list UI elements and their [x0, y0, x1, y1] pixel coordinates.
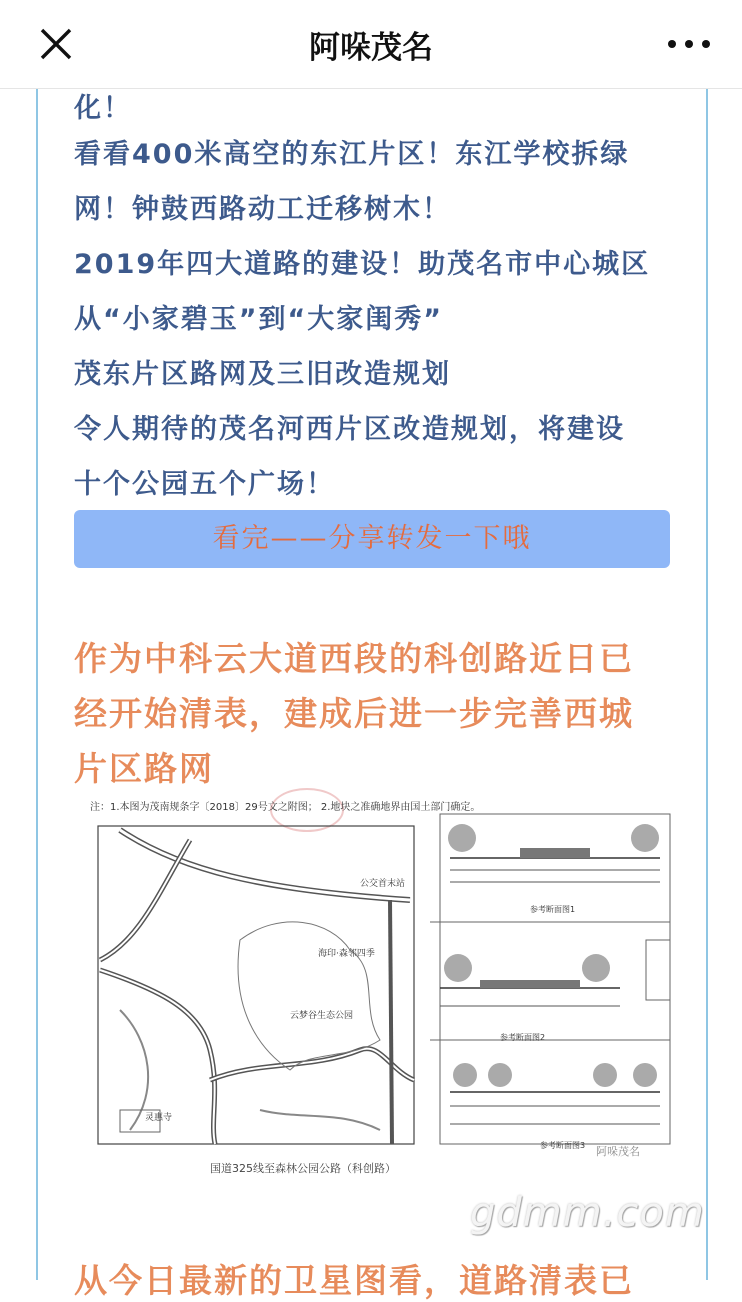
article-link-line[interactable]: 茂东片区路网及三旧改造规划	[74, 359, 451, 390]
headline-line: 经开始清表，建成后进一步完善西城	[74, 694, 634, 733]
figure-caption: 国道325线至森林公园公路（科创路）	[210, 1162, 396, 1175]
article-link-line[interactable]: 从“小家碧玉”到“大家闺秀”	[74, 304, 443, 335]
section-label: 参考断面图1	[530, 905, 576, 914]
page-title: 阿哚茂名	[309, 30, 433, 66]
map-label: 云梦谷生态公园	[290, 1011, 354, 1021]
headline-line: 片区路网	[74, 749, 214, 788]
map-label: 灵惠寺	[145, 1113, 173, 1123]
article-link-line[interactable]: 令人期待的茂名河西片区改造规划，将建设	[74, 414, 625, 445]
map-label: 公交首末站	[360, 879, 406, 889]
article-panel	[36, 88, 708, 1300]
map-label: 海印·森邻四季	[318, 949, 375, 959]
article-link-line[interactable]: 2019年四大道路的建设！助茂名市中心城区	[74, 249, 651, 280]
article-link-line[interactable]: 网！钟鼓西路动工迁移树木！	[74, 194, 451, 225]
section-label: 参考断面图2	[500, 1033, 546, 1042]
section-label: 参考断面图3	[540, 1141, 586, 1150]
site-watermark: gdmm.com	[470, 1190, 705, 1236]
road-map-drawing	[60, 810, 680, 1180]
planning-map-image[interactable]	[60, 788, 680, 1188]
figure-note: 注：1.本图为茂南规条字〔2018〕29号文之附图； 2.地块之准确地界由国土部门确定。	[90, 802, 481, 813]
share-button[interactable]: 看完——分享转发一下哦	[74, 510, 670, 568]
source-logo-text: 阿哚茂名	[596, 1145, 640, 1158]
more-button[interactable]	[664, 30, 714, 58]
top-bar	[0, 0, 742, 89]
headline-line: 作为中科云大道西段的科创路近日已	[74, 639, 634, 678]
paragraph-line: 从今日最新的卫星图看，道路清表已	[74, 1261, 634, 1300]
more-icon	[664, 30, 714, 58]
article-link-line[interactable]: 看看400米高空的东江片区！东江学校拆绿	[74, 139, 630, 170]
article-link-line[interactable]: 十个公园五个广场！	[74, 469, 335, 500]
article-link-line[interactable]: 化！	[74, 93, 132, 124]
